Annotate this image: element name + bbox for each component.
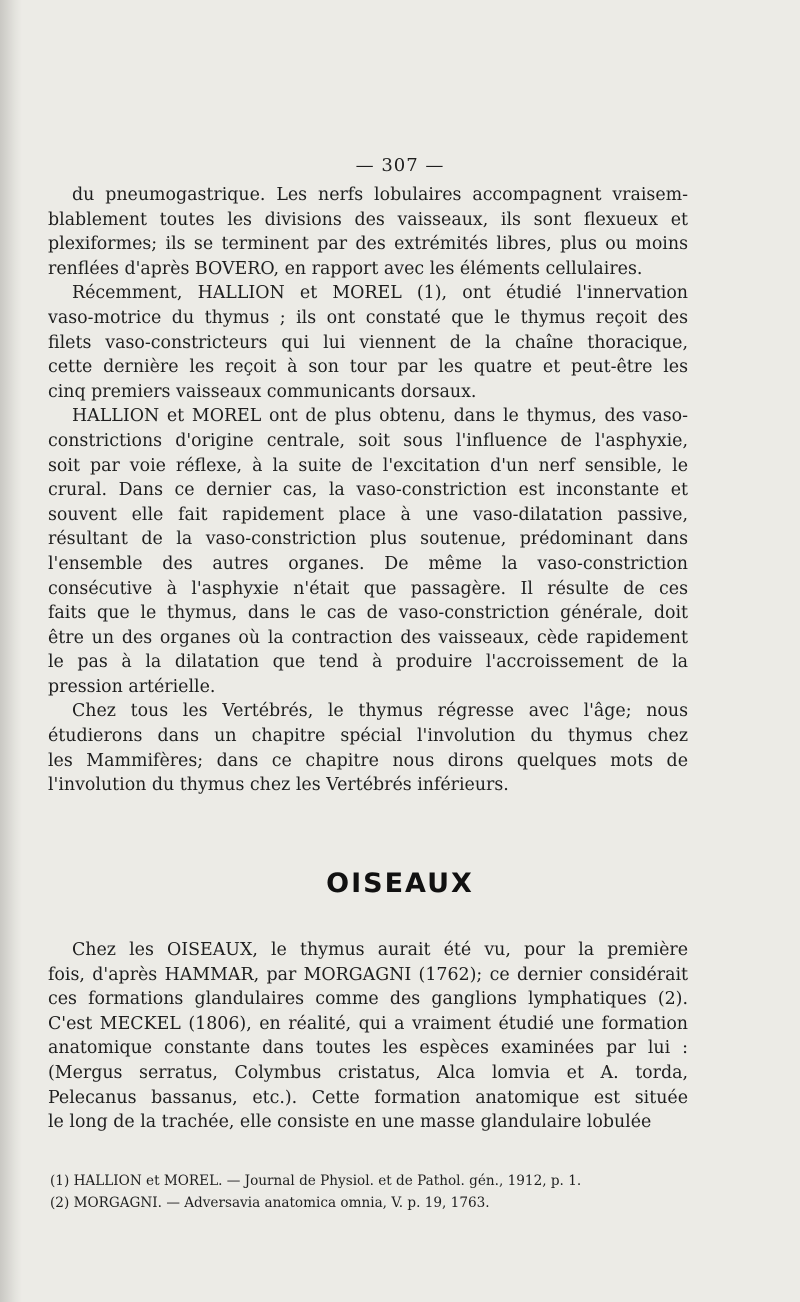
text-line: plexiformes; ils se terminent par des extrémités libres, plus ou moins <box>48 234 688 255</box>
text-line: vaso-motrice du thymus ; ils ont constaté que le thymus reçoit des <box>48 307 688 328</box>
text-line: HALLION et MOREL ont de plus obtenu, dans le thymus, des vaso- <box>72 406 688 427</box>
text-line: renflées d'après BOVERO, en rapport avec les éléments cellulaires. <box>48 258 643 279</box>
text-line: consécutive à l'asphyxie n'était que passagère. Il résulte de ces <box>48 578 688 599</box>
text-line: ces formations glandulaires comme des ganglions lymphatiques (2). <box>48 989 688 1010</box>
page-edge-shadow <box>0 0 22 1302</box>
text-line: les Mammifères; dans ce chapitre nous dirons quelques mots de <box>48 750 688 771</box>
text-line: souvent elle fait rapidement place à une vaso-dilatation passive, <box>48 504 688 525</box>
text-line: blablement toutes les divisions des vaisseaux, ils sont flexueux et <box>48 209 688 230</box>
text-line: pression artérielle. <box>48 676 216 697</box>
text-line: Récemment, HALLION et MOREL (1), ont étudié l'innervation <box>72 283 688 304</box>
footnotes <box>50 1170 710 1214</box>
paragraph <box>48 699 688 797</box>
paragraph <box>48 404 688 699</box>
text-line: anatomique constante dans toutes les espèces examinées par lui : <box>48 1038 688 1059</box>
text-line: Pelecanus bassanus, etc.). Cette formation anatomique est située <box>48 1087 688 1108</box>
text-line: soit par voie réflexe, à la suite de l'excitation d'un nerf sensible, le <box>48 455 688 476</box>
text-line: l'involution du thymus chez les Vertébrés inférieurs. <box>48 775 509 796</box>
paragraph <box>48 938 688 1135</box>
paragraph <box>48 183 688 281</box>
text-line: cinq premiers vaisseaux communicants dorsaux. <box>48 381 477 402</box>
text-line: résultant de la vaso-constriction plus soutenue, prédominant dans <box>48 529 688 550</box>
text-line: (Mergus serratus, Colymbus cristatus, Alca lomvia et A. torda, <box>48 1062 688 1083</box>
text-line: étudierons dans un chapitre spécial l'involution du thymus chez <box>48 726 688 747</box>
text-line: du pneumogastrique. Les nerfs lobulaires accompagnent vraisem- <box>72 185 688 205</box>
paragraph <box>48 281 688 404</box>
text-line: filets vaso-constricteurs qui lui viennent de la chaîne thoracique, <box>48 332 688 353</box>
page-number: — 307 — <box>355 155 445 176</box>
text-line: l'ensemble des autres organes. De même la vaso-constriction <box>48 553 688 574</box>
footnote-1: (1) HALLION et MOREL. — Journal de Physiol. et de Pathol. gén., 1912, p. 1. <box>50 1173 582 1189</box>
text-line: Chez tous les Vertébrés, le thymus régresse avec l'âge; nous <box>72 701 688 722</box>
section-title: OISEAUX <box>326 868 474 899</box>
body-text-before <box>48 183 688 798</box>
text-line: le long de la trachée, elle consiste en une masse glandulaire lobulée <box>48 1112 652 1133</box>
text-line: le pas à la dilatation que tend à produire l'accroissement de la <box>48 652 688 673</box>
text-line: fois, d'après HAMMAR, par MORGAGNI (1762); ce dernier considérait <box>48 964 688 985</box>
text-line: constrictions d'origine centrale, soit sous l'influence de l'asphyxie, <box>48 430 688 451</box>
body-text-after <box>48 938 688 1135</box>
text-line: faits que le thymus, dans le cas de vaso-constriction générale, doit <box>48 603 688 624</box>
text-line: Chez les OISEAUX, le thymus aurait été vu, pour la première <box>72 940 688 960</box>
text-line: cette dernière les reçoit à son tour par les quatre et peut-être les <box>48 357 688 378</box>
text-line: C'est MECKEL (1806), en réalité, qui a vraiment étudié une formation <box>48 1013 688 1034</box>
text-line: être un des organes où la contraction des vaisseaux, cède rapidement <box>48 627 688 648</box>
footnote-2: (2) MORGAGNI. — Adversavia anatomica omnia, V. p. 19, 1763. <box>50 1195 490 1211</box>
text-line: crural. Dans ce dernier cas, la vaso-constriction est inconstante et <box>48 480 688 501</box>
